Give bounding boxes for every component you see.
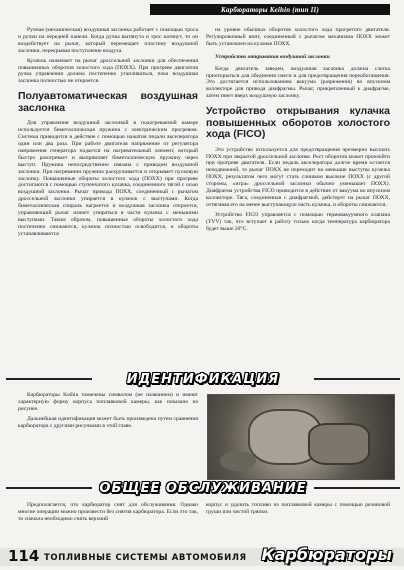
- carburetor-photo: [207, 394, 395, 480]
- general-service-banner: ОБЩЕЕ ОБСЛУЖИВАНИЕ: [99, 480, 307, 496]
- paragraph: Это устройство используется для предотвращения чрезмерно высоких ПОХХ при закрытой дроссельной заслонке. Рост оборотов может произойти при прогреве двигателя. Если педаль акселератора долгое время остается неподвижной, то рычаг ПОХХ не переходит на меньшие выступы кулачка ПОХХ, результатом чего могут стать слишком высокие ПОХХ (с другой стороны, «игра» дроссельной заслонки обычно уменьшает ПОХХ). Диафрагма устройства FICO приводится в действие от вакуума во впускном коллекторе. Тяга, соединенная с диафрагмой, действует на рычаг ПОХХ, оттягивая его на менее выступающую часть кулачка, и обороты снижаются.: [206, 146, 390, 208]
- running-header: Карбюраторы Keihin (тип II): [150, 4, 390, 15]
- left-column-top: [18, 27, 198, 241]
- page-footer: [0, 540, 404, 570]
- section-heading: Полуавтоматическая воздушная заслонка: [18, 90, 198, 114]
- footer-chapter-title: Карбюраторы: [261, 545, 392, 564]
- identification-banner: ИДЕНТИФИКАЦИЯ: [98, 370, 308, 388]
- paragraph: Карбюраторы Keihin помечены символом (не названием) и имеют характерную форму корпуса поплавковой камеры, как показано на рисунке.: [18, 392, 198, 412]
- section-heading: Устройство открывания кулачка повышенных оборотов холостого хода (FICO): [206, 105, 390, 141]
- service-text-left: [18, 502, 198, 526]
- paragraph: Предполагается, что карбюратор снят для обслуживания. Однако многие операции можно произвести без снятия карбюратора. Если это так, то сначала необходимо снять верхний: [18, 502, 198, 522]
- paragraph: корпус и удалить топливо из поплавковой камеры с помощью резиновой груши или чистой тряпки.: [206, 502, 390, 515]
- paragraph: Для управления воздушной заслонкой в подогреваемой камере используется биметаллическая пружина с электрическим прогревом. Система приводится в действие с помощью нажатия педали акселератора один или два раза. При работе двигателя напряжение от регулятора напряжения генератора подается на нагревательный элемент, который быстро разогревает и выпрямляет биметаллическую пружину через выступ. Пружина непосредственно связана с приводом воздушной заслонки. При нагревании пружина раскручивается и открывает пусковую заслонку. Повышенные обороты холостого хода (ПОХХ) при прогреве достигаются с помощью ступенчатого кулачка, соединенного тягой с осью воздушной заслонки. Рычаг привода ПОХХ, соединенный с рычагом дроссельной заслонки упирается в кулачок с выступами. Когда биметаллическая спираль нагреется и воздушная заслонка откроется, управляющий рычаг начнет упираться в части кулачка с меньшими выступами. Таким образом, повышенные обороты холостого хода постепенно снижаются, кулачок полностью освободится, и обороты устанавливаются: [18, 120, 198, 237]
- page-number: 114: [8, 547, 40, 565]
- paragraph: Ручная (механическая) воздушная заслонка работает с помощью троса и ручки на передней панели. Когда ручка вытянута и трос натянут, то он воздействует на рычаг, который перемещает пластину воздушной заслонки, перекрывая поступление воздуха.: [18, 27, 198, 54]
- paragraph: Когда двигатель заведен, воздушная заслонка должна слегка приоткрыться для обеднения смеси и для предотвращения переобогащения. Это достигается использованием вакуума (разрежения) во впускном коллекторе для привода диафрагмы. Рычаг, прикрепленный к диафрагме, затем тянет вверх воздушную заслонку.: [206, 65, 390, 100]
- subsection-heading: Устройство открывания воздушной заслонки: [215, 53, 330, 60]
- identification-text: [18, 392, 198, 433]
- right-column-top: [206, 27, 390, 236]
- paragraph: Дальнейшая идентификация может быть произведена путем сравнения карбюратора с другими рисунками в этой главе.: [18, 415, 198, 429]
- paragraph: на уровне обычных оборотов холостого хода прогретого двигателя. Регулировочный винт, соединенный с рычагом механизма ПОХХ может быть установлен на кулачке ПОХХ.: [206, 27, 390, 47]
- paragraph: Кулачок нажимает на рычаг дроссельной заслонки для обеспечения повышенных оборотов холостого хода (ПОХХ). При прогреве двигателя ручка управления должна постепенно утапливаться, пока воздушная заслонка полностью не откроется.: [18, 57, 198, 85]
- paragraph: Устройство FICO управляется с помощью термовакуумного клапана (TVV) так, что вступает в работу только когда температура карбюратора будет выше 20°C.: [206, 211, 390, 232]
- service-text-right: [206, 502, 390, 519]
- footer-section-name: ТОПЛИВНЫЕ СИСТЕМЫ АВТОМОБИЛЯ: [44, 553, 247, 563]
